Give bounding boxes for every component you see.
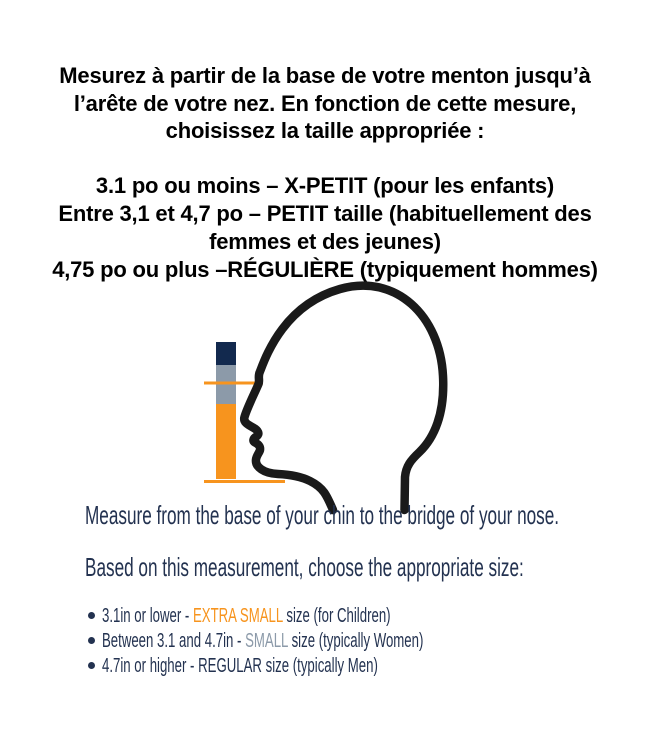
english-choose-text: Based on this measurement, choose the appropriate size: [85,552,524,582]
bullet-2-pre: Between 3.1 and 4.7in - [102,630,246,652]
measure-bar-top-segment [216,342,236,365]
french-intro-line-3: choisissez la taille appropriée : [165,118,485,143]
bullet-1-pre: 3.1in or lower - [102,605,193,627]
bullet-2-post: size (typically Women) [287,630,424,652]
french-size-petit-line-2: femmes et des jeunes) [209,229,441,254]
french-size-list [0,172,650,284]
bullet-dot-icon [88,612,95,619]
bullet-3-pre: 4.7in or higher - [102,655,199,677]
bullet-3-size-label: REGULAR [198,655,262,677]
french-size-xpetit: 3.1 po ou moins – X-PETIT (pour les enfants) [95,173,555,198]
size-bullet-small [88,629,589,654]
french-intro-line-1: Mesurez à partir de la base de votre menton jusqu’à [59,63,591,88]
english-measure-text: Measure from the base of your chin to the bridge of your nose. [85,500,560,530]
bullet-1-size-label: EXTRA SMALL [192,605,283,627]
head-measurement-diagram [200,280,460,515]
size-bullet-extra-small [88,604,589,629]
french-intro-paragraph [0,62,650,145]
english-measure-instruction [85,502,650,528]
english-choose-instruction [85,554,650,580]
bullet-2-size-label: SMALL [245,630,288,652]
french-size-reguliere: 4,75 po ou plus –RÉGULIÈRE (typiquement hommes) [52,257,598,282]
french-size-petit-line-1: Entre 3,1 et 4,7 po – PETIT taille (habituellement des [58,201,592,226]
bullet-3-post: size (typically Men) [261,655,378,677]
english-size-list [88,604,589,679]
bullet-dot-icon [88,637,95,644]
bullet-dot-icon [88,662,95,669]
size-bullet-regular [88,654,589,679]
bullet-1-post: size (for Children) [282,605,391,627]
french-intro-line-2: l’arête de votre nez. En fonction de cette mesure, [73,90,577,116]
measure-bar-bottom-segment [216,404,236,479]
